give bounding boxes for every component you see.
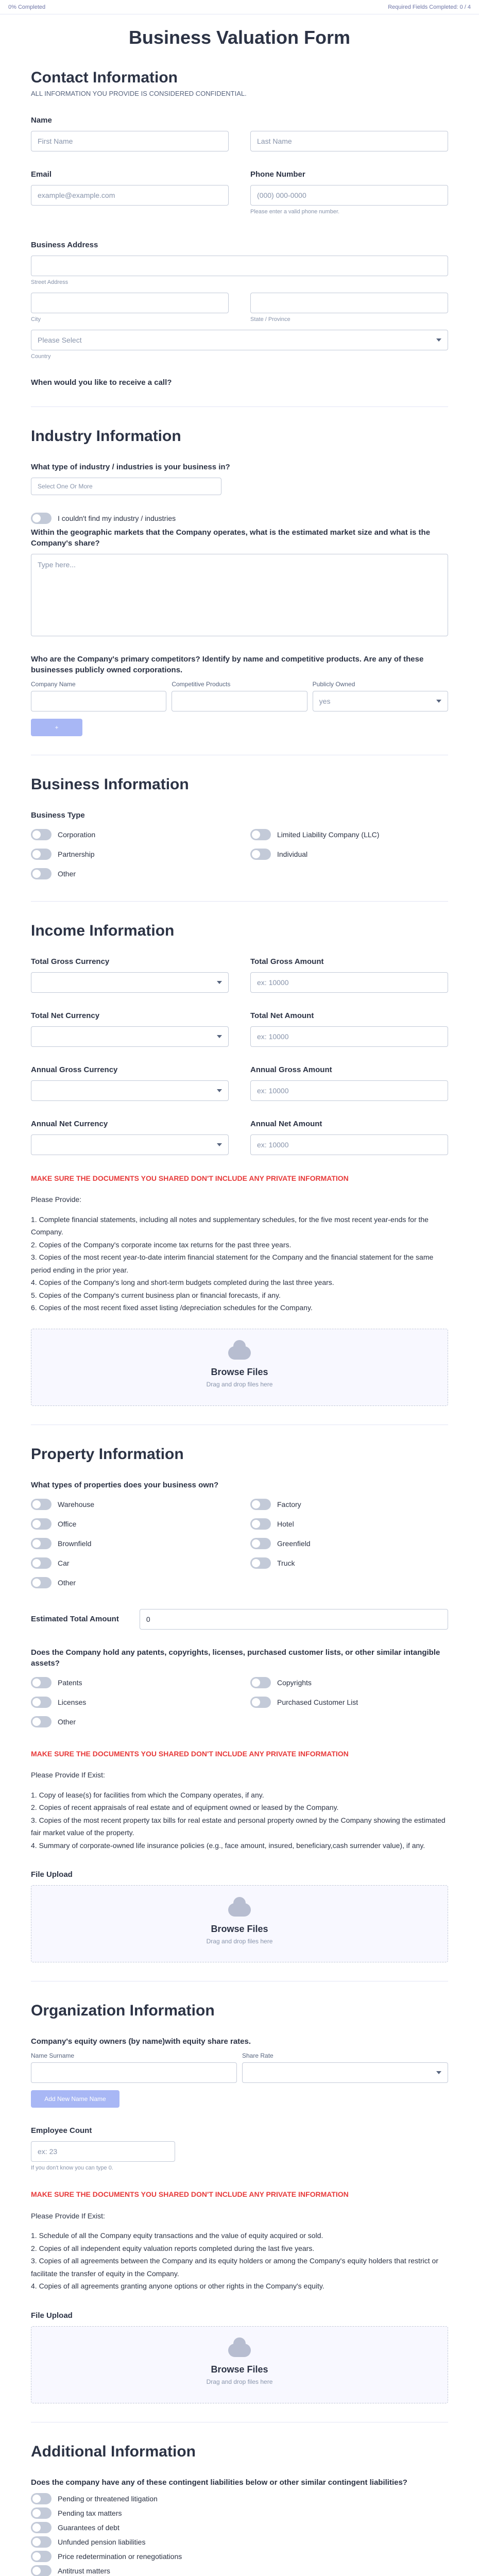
cant-find-toggle[interactable]	[31, 513, 52, 524]
form-card	[0, 14, 479, 2576]
file-upload-label: File Upload	[31, 2311, 73, 2320]
country-placeholder: Please Select	[38, 336, 82, 344]
divider	[31, 406, 448, 407]
city-sublabel: City	[31, 316, 41, 323]
option-row[interactable]	[31, 2551, 448, 2562]
annual-net-currency-select[interactable]	[31, 1134, 229, 1155]
list-item: 2. Copies of recent appraisals of real estate and of equipment owned or leased by the Company.	[31, 1803, 339, 1812]
city-input[interactable]	[31, 293, 229, 313]
option-row[interactable]	[250, 1677, 448, 1688]
option-label: Limited Liability Company (LLC)	[277, 831, 380, 839]
provide-heading: Please Provide If Exist:	[31, 2211, 105, 2220]
additional-section	[31, 2443, 448, 2576]
competitive-products-input[interactable]	[172, 691, 307, 711]
email-input[interactable]: example@example.com	[31, 185, 229, 206]
file-upload-label: File Upload	[31, 1870, 73, 1879]
option-label: Other	[58, 870, 76, 878]
chevron-down-icon	[217, 1089, 222, 1092]
net-amount-input[interactable]: ex: 10000	[250, 1026, 448, 1047]
section-title: Property Information	[31, 1445, 184, 1463]
toggle[interactable]	[250, 1538, 271, 1549]
list-item: 4. Summary of corporate-owned life insurance policies (e.g., face amount, insured, beneficiary,cash surrender value), if any.	[31, 1841, 425, 1850]
document-list	[31, 1789, 448, 1852]
list-item: 1. Complete financial statements, including all notes and supplementary schedules, for the five most recent year-ends for the Company.	[31, 1215, 429, 1236]
toggle[interactable]	[31, 849, 52, 860]
provide-heading: Please Provide If Exist:	[31, 1771, 105, 1780]
toggle[interactable]	[250, 1557, 271, 1569]
document-list	[31, 2229, 448, 2293]
chevron-down-icon	[217, 1035, 222, 1038]
option-label: Pending or threatened litigation	[58, 2494, 158, 2503]
email-label: Email	[31, 170, 52, 179]
option-label: Factory	[277, 1500, 301, 1509]
add-row-button[interactable]: +	[31, 719, 82, 736]
toggle[interactable]	[31, 1577, 52, 1588]
cant-find-toggle-row[interactable]	[31, 513, 448, 524]
column-header: Name Surname	[31, 2052, 75, 2060]
option-row[interactable]	[31, 829, 229, 840]
browse-files-button[interactable]: Browse Files	[211, 1367, 268, 1378]
option-label: Purchased Customer List	[277, 1698, 358, 1706]
column-header: Publicly Owned	[312, 681, 355, 688]
owners-label: Company's equity owners (by name)with equity share rates.	[31, 2037, 251, 2046]
toggle[interactable]	[31, 2493, 52, 2504]
call-label: When would you like to receive a call?	[31, 378, 172, 387]
list-item: 2. Copies of the Company's corporate income tax returns for the past three years.	[31, 1240, 292, 1249]
country-sublabel: Country	[31, 353, 51, 360]
competitors-label: Who are the Company's primary competitors? Identify by name and competitive products. Are any of these businesses publicly owned corporations.	[31, 655, 424, 674]
option-label: Unfunded pension liabilities	[58, 2537, 146, 2546]
section-title: Income Information	[31, 922, 175, 939]
option-row[interactable]	[31, 1518, 229, 1530]
publicly-owned-value: yes	[319, 697, 331, 705]
option-label: Truck	[277, 1558, 295, 1567]
privacy-warning: MAKE SURE THE DOCUMENTS YOU SHARED DON'T INCLUDE ANY PRIVATE INFORMATION	[31, 2190, 349, 2199]
option-row[interactable]	[31, 2493, 448, 2504]
option-label: Pending tax matters	[58, 2509, 122, 2517]
privacy-warning: MAKE SURE THE DOCUMENTS YOU SHARED DON'T INCLUDE ANY PRIVATE INFORMATION	[31, 1749, 349, 1758]
option-row[interactable]	[31, 1677, 229, 1688]
option-row[interactable]	[250, 1518, 448, 1530]
toggle[interactable]	[31, 1716, 52, 1727]
cloud-upload-icon	[228, 1903, 251, 1917]
toggle[interactable]	[31, 2551, 52, 2562]
annual-gross-currency-label: Annual Gross Currency	[31, 1065, 118, 1074]
toggle[interactable]	[31, 1499, 52, 1510]
net-currency-label: Total Net Currency	[31, 1011, 100, 1020]
option-label: Antitrust matters	[58, 2566, 110, 2575]
option-label: Partnership	[58, 850, 95, 858]
name-label: Name	[31, 116, 52, 125]
industry-type-label: What type of industry / industries is your business in?	[31, 463, 230, 471]
chevron-down-icon	[217, 981, 222, 984]
option-row[interactable]	[31, 849, 229, 860]
chevron-down-icon	[436, 2071, 441, 2074]
business-section	[31, 776, 448, 883]
divider	[31, 901, 448, 902]
annual-net-amount-input[interactable]: ex: 10000	[250, 1134, 448, 1155]
industry-multiselect[interactable]: Select One Or More	[31, 478, 221, 495]
address-label: Business Address	[31, 241, 98, 249]
cant-find-label: I couldn't find my industry / industries	[58, 514, 176, 522]
provide-heading: Please Provide:	[31, 1195, 82, 1204]
phone-label: Phone Number	[250, 170, 305, 179]
state-input[interactable]	[250, 293, 448, 313]
industry-section	[31, 428, 448, 736]
option-label: Guarantees of debt	[58, 2523, 119, 2532]
option-label: Price redetermination or renegotiations	[58, 2552, 182, 2561]
net-currency-select[interactable]	[31, 1026, 229, 1047]
option-row[interactable]	[31, 2507, 448, 2519]
drag-hint: Drag and drop files here	[206, 1381, 273, 1388]
toggle[interactable]	[31, 1557, 52, 1569]
toggle[interactable]	[31, 1677, 52, 1688]
total-amount-label: Estimated Total Amount	[31, 1615, 119, 1624]
toggle[interactable]	[31, 868, 52, 879]
option-row[interactable]	[31, 2536, 448, 2548]
option-label: Warehouse	[58, 1500, 95, 1509]
drag-hint: Drag and drop files here	[206, 1937, 273, 1945]
option-row[interactable]	[250, 1499, 448, 1510]
toggle[interactable]	[250, 1697, 271, 1708]
option-label: Patents	[58, 1678, 82, 1687]
option-row[interactable]	[31, 1499, 229, 1510]
list-item: 5. Copies of the Company's current business plan or financial forecasts, if any.	[31, 1291, 281, 1299]
table-row	[31, 2062, 448, 2083]
toggle[interactable]	[31, 2522, 52, 2533]
list-item: 1. Copy of lease(s) for facilities from which the Company operates, if any.	[31, 1790, 264, 1799]
annual-gross-currency-select[interactable]	[31, 1080, 229, 1101]
option-label: Car	[58, 1558, 70, 1567]
toggle[interactable]	[250, 1677, 271, 1688]
document-list	[31, 1213, 448, 1314]
gross-amount-label: Total Gross Amount	[250, 957, 324, 966]
share-rate-stepper[interactable]	[242, 2062, 448, 2083]
total-amount-input[interactable]: 0	[140, 1609, 448, 1630]
business-type-label: Business Type	[31, 811, 85, 820]
progress-bar	[0, 0, 479, 14]
option-row[interactable]	[31, 1716, 229, 1727]
list-item: 3. Copies of the most recent year-to-date interim financial statement for the Company and the financial statement for the same period ending in the prior year.	[31, 1253, 434, 1274]
list-item: 1. Schedule of all the Company equity transactions and the value of equity acquired or sold.	[31, 2231, 323, 2240]
contact-section	[31, 69, 448, 388]
markets-textarea[interactable]: Type here...	[31, 554, 448, 636]
list-item: 3. Copies of the most recent property tax bills for real estate and personal property owned by the Company showing the estimated fair market value of the property.	[31, 1816, 446, 1837]
option-row[interactable]	[250, 1538, 448, 1549]
section-title: Contact Information	[31, 69, 178, 86]
option-label: Copyrights	[277, 1678, 312, 1687]
option-label: Licenses	[58, 1698, 87, 1706]
option-row[interactable]	[250, 1557, 448, 1569]
option-row[interactable]	[31, 1538, 229, 1549]
column-header: Share Rate	[242, 2052, 273, 2060]
net-amount-label: Total Net Amount	[250, 1011, 314, 1020]
list-item: 2. Copies of all independent equity valuation reports completed during the last five years.	[31, 2244, 315, 2252]
country-select[interactable]	[31, 330, 448, 350]
gross-currency-select[interactable]	[31, 972, 229, 993]
option-row[interactable]	[31, 868, 229, 879]
file-dropzone[interactable]	[31, 1329, 448, 1406]
toggle[interactable]	[31, 2536, 52, 2548]
property-type-label: What types of properties does your business own?	[31, 1480, 219, 1489]
list-item: 3. Copies of all agreements between the Company and its equity holders or among the Company's equity holders that restrict or facilitate the transfer of equity in the Company.	[31, 2257, 438, 2278]
option-row[interactable]	[250, 1697, 448, 1708]
privacy-warning: MAKE SURE THE DOCUMENTS YOU SHARED DON'T INCLUDE ANY PRIVATE INFORMATION	[31, 1174, 349, 1182]
toggle[interactable]	[31, 1538, 52, 1549]
required-count: Required Fields Completed: 0 / 4	[388, 4, 471, 10]
state-sublabel: State / Province	[250, 316, 290, 323]
add-owner-button[interactable]: Add New Name Name	[31, 2090, 119, 2108]
first-name-input[interactable]: First Name	[31, 131, 229, 151]
company-name-input[interactable]	[31, 691, 166, 711]
column-header: Company Name	[31, 681, 76, 688]
table-row	[31, 691, 448, 711]
chevron-down-icon	[436, 338, 441, 342]
owner-name-input[interactable]	[31, 2062, 237, 2083]
option-label: Greenfield	[277, 1539, 311, 1548]
option-row[interactable]	[31, 2522, 448, 2533]
employee-count-input[interactable]: ex: 23	[31, 2141, 175, 2162]
list-item: 6. Copies of the most recent fixed asset listing /depreciation schedules for the Company.	[31, 1303, 313, 1312]
option-label: Other	[58, 1717, 76, 1726]
annual-gross-amount-label: Annual Gross Amount	[250, 1065, 332, 1074]
section-title: Organization Information	[31, 2002, 215, 2020]
income-section	[31, 922, 448, 1406]
employee-count-label: Employee Count	[31, 2126, 92, 2136]
organization-section	[31, 2002, 448, 2403]
drag-hint: Drag and drop files here	[206, 2378, 273, 2386]
form-title: Business Valuation Form	[128, 27, 351, 48]
option-row[interactable]	[31, 1697, 229, 1708]
cloud-upload-icon	[228, 1346, 251, 1360]
phone-input[interactable]: (000) 000-0000	[250, 185, 448, 206]
gross-amount-input[interactable]: ex: 10000	[250, 972, 448, 993]
chevron-down-icon	[217, 1143, 222, 1146]
option-label: Hotel	[277, 1519, 294, 1528]
option-row[interactable]	[31, 1557, 229, 1569]
toggle[interactable]	[31, 2507, 52, 2519]
column-header: Competitive Products	[172, 681, 231, 688]
progress-text: 0% Completed	[8, 4, 46, 10]
file-dropzone[interactable]	[31, 2326, 448, 2403]
option-label: Brownfield	[58, 1539, 92, 1548]
option-row[interactable]	[250, 829, 448, 840]
street-sublabel: Street Address	[31, 279, 69, 285]
last-name-input[interactable]: Last Name	[250, 131, 448, 151]
toggle[interactable]	[250, 849, 271, 860]
annual-net-amount-label: Annual Net Amount	[250, 1120, 322, 1128]
toggle[interactable]	[31, 829, 52, 840]
annual-net-currency-label: Annual Net Currency	[31, 1120, 108, 1128]
option-row[interactable]	[250, 849, 448, 860]
toggle[interactable]	[31, 1518, 52, 1530]
section-title: Additional Information	[31, 2443, 196, 2460]
browse-files-button[interactable]: Browse Files	[211, 2364, 268, 2375]
section-subtitle: ALL INFORMATION YOU PROVIDE IS CONSIDERED CONFIDENTIAL.	[31, 90, 247, 97]
cloud-upload-icon	[228, 2344, 251, 2357]
toggle[interactable]	[250, 1518, 271, 1530]
annual-gross-amount-input[interactable]: ex: 10000	[250, 1080, 448, 1101]
phone-sublabel: Please enter a valid phone number.	[250, 209, 340, 215]
option-label: Other	[58, 1578, 76, 1587]
toggle[interactable]	[250, 1499, 271, 1510]
street-input[interactable]	[31, 256, 448, 276]
file-dropzone[interactable]	[31, 1885, 448, 1962]
section-title: Industry Information	[31, 428, 181, 445]
toggle[interactable]	[31, 2565, 52, 2576]
option-label: Corporation	[58, 831, 96, 839]
gross-currency-label: Total Gross Currency	[31, 957, 110, 966]
option-label: Office	[58, 1519, 77, 1528]
option-row[interactable]	[31, 2565, 448, 2576]
markets-label: Within the geographic markets that the Company operates, what is the estimated market size and what is the Company's share?	[31, 528, 431, 548]
property-section	[31, 1446, 448, 1962]
chevron-down-icon	[436, 700, 441, 703]
toggle[interactable]	[250, 829, 271, 840]
liabilities-label: Does the company have any of these contingent liabilities below or other similar contingent liabilities?	[31, 2478, 407, 2487]
intangible-label: Does the Company hold any patents, copyrights, licenses, purchased customer lists, or other similar intangible assets?	[31, 1648, 440, 1668]
option-label: Individual	[277, 850, 308, 858]
list-item: 4. Copies of the Company's long and short-term budgets completed during the last three years.	[31, 1278, 334, 1287]
toggle[interactable]	[31, 1697, 52, 1708]
employee-sublabel: If you don't know you can type 0.	[31, 2165, 113, 2172]
browse-files-button[interactable]: Browse Files	[211, 1923, 268, 1934]
section-title: Business Information	[31, 776, 189, 793]
option-row[interactable]	[31, 1577, 229, 1588]
list-item: 4. Copies of all agreements granting anyone options or other rights in the Company's equity.	[31, 2282, 324, 2291]
publicly-owned-select[interactable]	[313, 691, 448, 711]
